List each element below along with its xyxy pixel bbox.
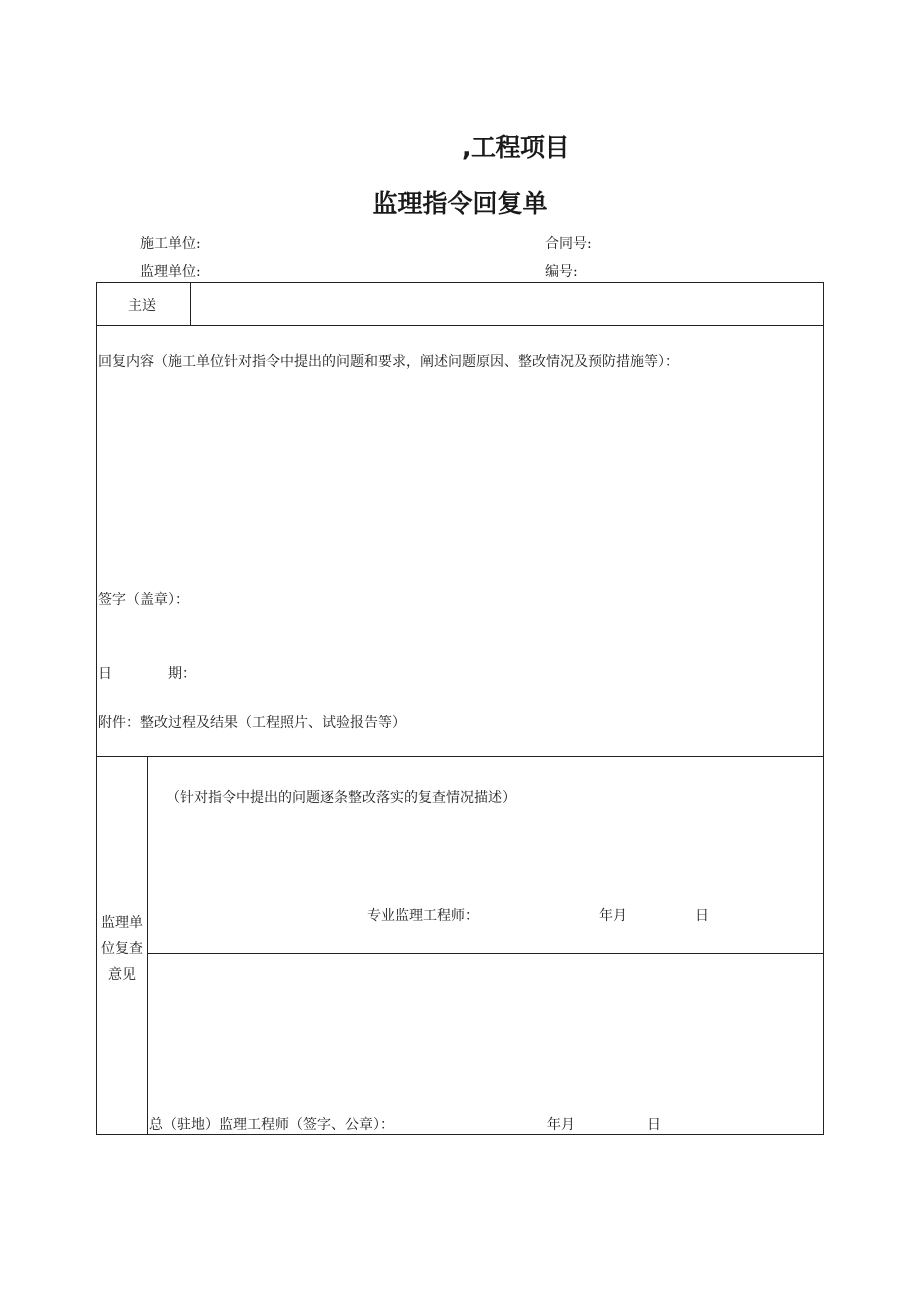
review-row-divider [147,953,824,954]
date-label-day: 日 [98,666,112,682]
project-title: ,工程项目 [462,133,569,162]
contractor-label: 施工单位: [140,236,201,252]
reply-content-area[interactable] [100,380,818,580]
chief-date-d: 日 [647,1117,661,1133]
reply-content-label: 回复内容（施工单位针对指令中提出的问题和要求，阐述问题原因、整改情况及预防措施等）： [98,354,679,370]
chief-date-ym: 年月 [547,1117,575,1133]
to-field[interactable] [200,295,810,313]
engineer-date-ym: 年月 [599,908,627,924]
engineer-date-d: 日 [695,908,709,924]
review-section-label: 监理单位复查意见 [101,915,143,983]
review-content-area[interactable] [152,812,817,897]
date-label-period: 期： [168,666,196,682]
form-title: 监理指令回复单 [372,189,548,218]
to-label: 主送 [128,298,156,314]
review-hint: （针对指令中提出的问题逐条整改落实的复查情况描述） [166,790,516,806]
supervisor-label: 监理单位: [140,264,201,280]
row-divider-2 [96,756,824,757]
attachment-label: 附件：整改过程及结果（工程照片、试验报告等） [98,715,406,731]
to-divider [190,282,191,325]
engineer-label: 专业监理工程师： [367,908,479,924]
signature-label: 签字（盖章）： [98,592,189,608]
contract-no-label: 合同号: [545,236,592,252]
chief-review-area[interactable] [152,960,817,1100]
row-divider-1 [96,325,824,326]
chief-engineer-label: 总（驻地）监理工程师（签字、公章）： [149,1117,394,1133]
review-divider [147,756,148,1135]
serial-no-label: 编号: [545,264,578,280]
